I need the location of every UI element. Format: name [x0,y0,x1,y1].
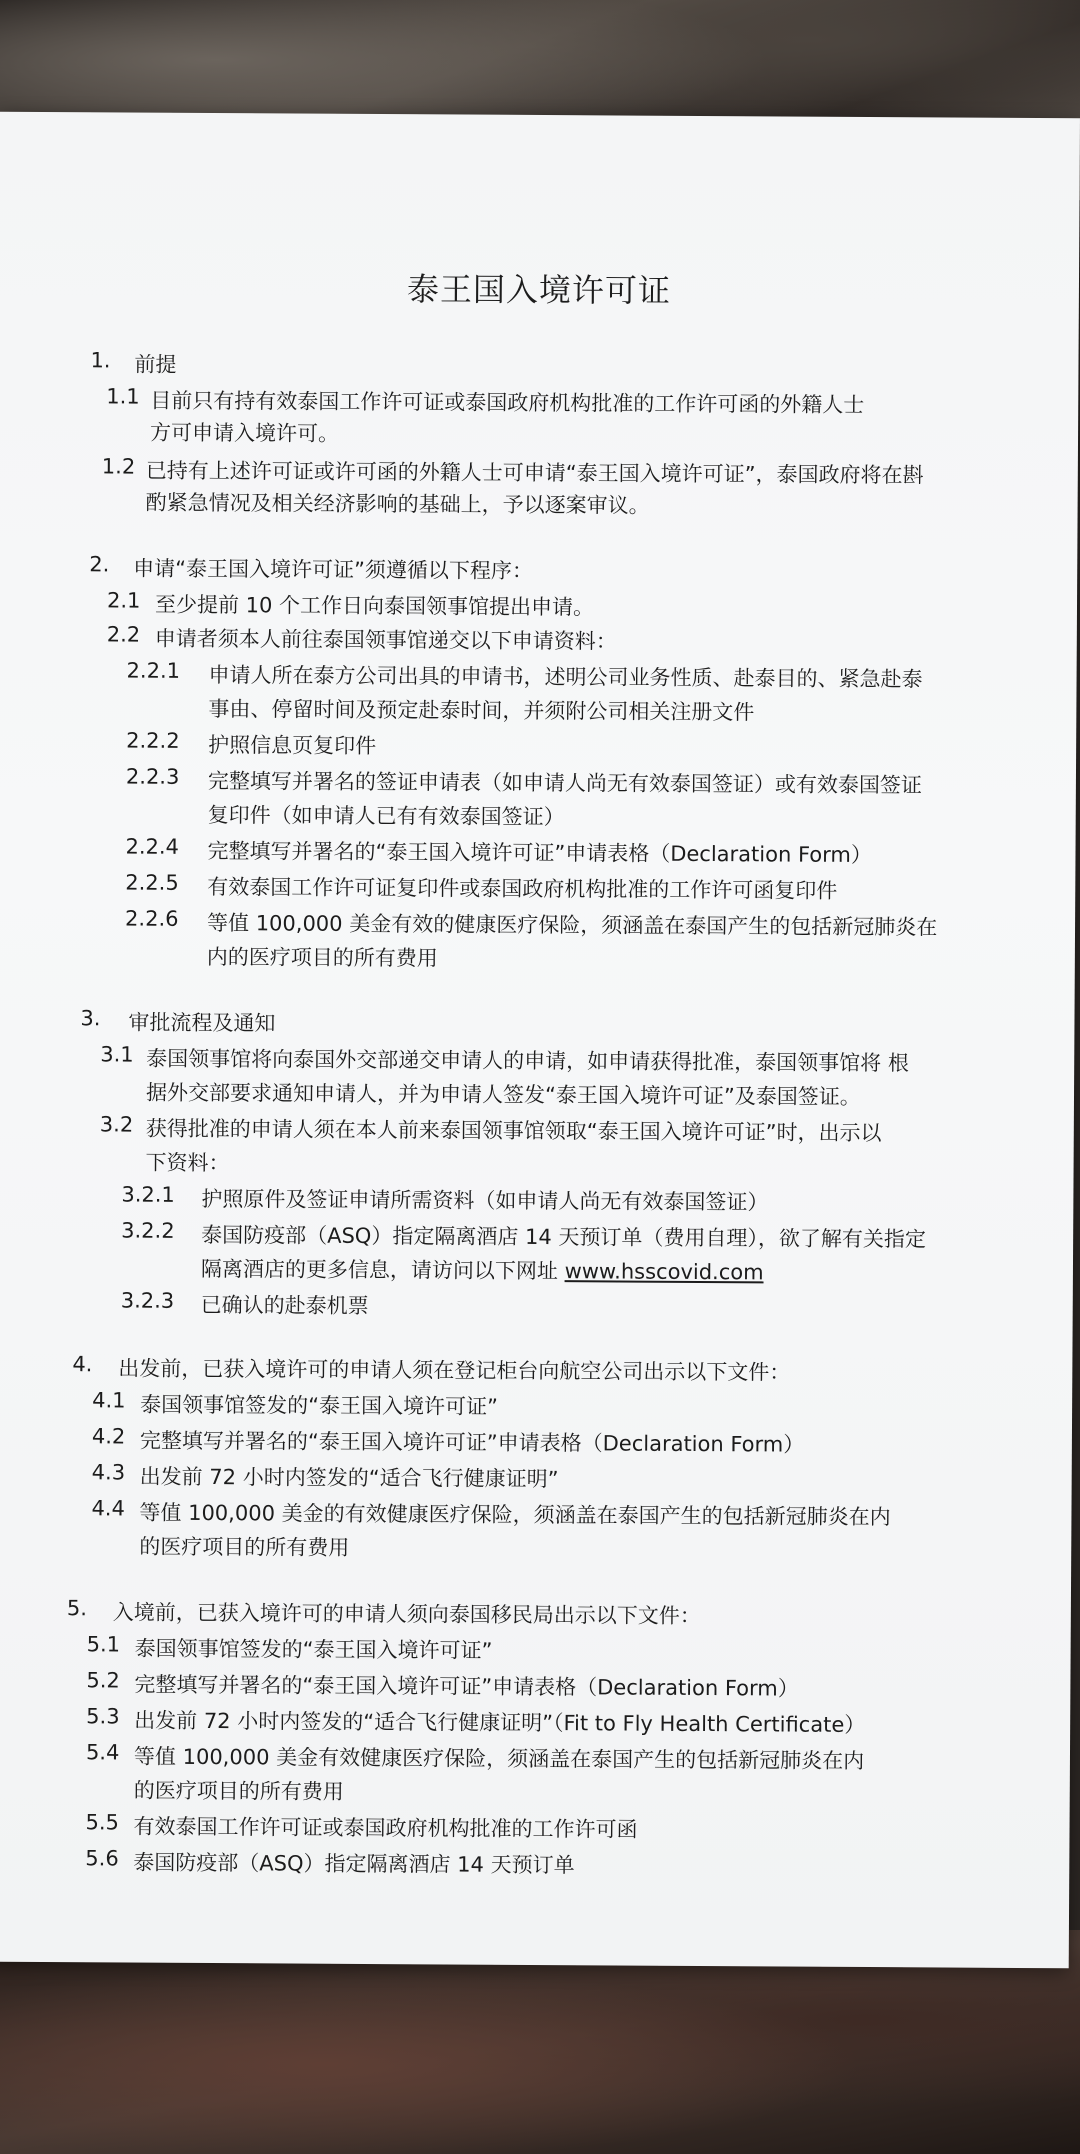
section-2-number: 2. [89,552,110,577]
paper-sheet [0,112,1080,1969]
item-5-5-number: 5.5 [85,1810,120,1835]
item-5-6-line-1: 泰国防疫部（ASQ）指定隔离酒店 14 天预订单 [133,1850,575,1878]
item-1-1-line-1: 目前只有持有效泰国工作许可证或泰国政府机构批准的工作许可函的外籍人士 [150,388,865,417]
item-3-2-2-line-2 [201,1253,764,1286]
item-2-2-2-number: 2.2.2 [126,728,180,753]
item-5-3-line-1: 出发前 72 小时内签发的“适合飞行健康证明”（Fit to Fly Health Certificate） [134,1708,866,1738]
item-1-2-line-1: 已持有上述许可证或许可函的外籍人士可申请“泰王国入境许可证”，泰国政府将在斟 [145,458,924,488]
section-4-heading: 出发前，已获入境许可的申请人须在登记柜台向航空公司出示以下文件： [118,1356,791,1385]
item-1-1-number: 1.1 [106,384,140,409]
item-1-2-line-2: 酌紧急情况及相关经济影响的基础上，予以逐案审议。 [145,490,650,518]
section-3-number: 3. [80,1006,101,1031]
item-2-2-1-line-2: 事由、停留时间及预定赴泰时间，并须附公司相关注册文件 [208,696,755,725]
item-3-1-number: 3.1 [100,1042,134,1067]
item-5-1-number: 5.1 [86,1632,121,1657]
item-4-4-line-1: 等值 100,000 美金的有效健康医疗保险，须涵盖在泰国产生的包括新冠肺炎在内 [139,1500,891,1530]
item-4-4-number: 4.4 [91,1496,125,1521]
item-3-2-3-number: 3.2.3 [120,1288,175,1313]
item-2-2-6-line-1: 等值 100,000 美金有效的健康医疗保险，须涵盖在泰国产生的包括新冠肺炎在 [206,910,938,940]
item-5-4-line-2: 的医疗项目的所有费用 [133,1778,344,1804]
section-5-number: 5. [66,1596,87,1621]
item-4-4-line-2: 的医疗项目的所有费用 [139,1534,350,1560]
item-2-2-3-number: 2.2.3 [125,764,180,789]
item-3-2-line-1: 获得批准的申请人须在本人前来泰国领事馆领取“泰王国入境许可证”时，出示以 [145,1116,882,1146]
item-2-2-5-line-1: 有效泰国工作许可证复印件或泰国政府机构批准的工作许可函复印件 [207,874,838,903]
section-4-number: 4. [72,1352,93,1377]
item-2-2-3-line-1: 完整填写并署名的签证申请表（如申请人尚无有效泰国签证）或有效泰国签证 [207,768,922,798]
item-4-3-line-1: 出发前 72 小时内签发的“适合飞行健康证明” [139,1464,559,1492]
item-3-2-3-line-1: 已确认的赴泰机票 [200,1292,369,1318]
section-2-heading: 申请“泰王国入境许可证”须遵循以下程序： [133,556,534,583]
item-3-2-2-line-2-text: 隔离酒店的更多信息，请访问以下网址 [200,1256,559,1284]
section-1-number: 1. [90,348,111,373]
item-5-3-number: 5.3 [86,1704,120,1729]
section-1-heading: 前提 [134,352,177,377]
item-1-1-line-2: 方可申请入境许可。 [149,420,340,446]
item-2-2-1-number: 2.2.1 [126,658,181,683]
item-2-2-2-line-1: 护照信息页复印件 [208,732,377,759]
item-4-2-number: 4.2 [91,1424,126,1449]
document-title: 泰王国入境许可证 [406,270,672,310]
item-5-2-line-1: 完整填写并署名的“泰王国入境许可证”申请表格（Declaration Form） [134,1672,799,1701]
hsscovid-link[interactable]: www.hsscovid.com [564,1259,764,1285]
item-2-2-5-number: 2.2.5 [125,870,179,895]
item-4-1-line-1: 泰国领事馆签发的“泰王国入境许可证” [140,1392,498,1419]
item-5-6-number: 5.6 [85,1846,119,1871]
item-2-2-4-number: 2.2.4 [125,834,180,859]
item-5-1-line-1: 泰国领事馆签发的“泰王国入境许可证” [134,1636,493,1663]
item-2-1-line-1: 至少提前 10 个工作日向泰国领事馆提出申请。 [154,592,595,620]
section-5-heading: 入境前，已获入境许可的申请人须向泰国移民局出示以下文件： [112,1600,701,1629]
item-1-2-number: 1.2 [101,454,136,479]
item-4-1-number: 4.1 [92,1388,126,1413]
item-3-2-2-number: 3.2.2 [121,1218,175,1243]
item-2-2-6-line-2: 内的医疗项目的所有费用 [206,944,438,971]
item-4-3-number: 4.3 [91,1460,126,1485]
item-2-2-line-1: 申请者须本人前往泰国领事馆递交以下申请资料： [154,626,617,654]
item-3-1-line-2: 据外交部要求通知申请人，并为申请人签发“泰王国入境许可证”及泰国签证。 [145,1080,861,1109]
document [0,112,1080,1969]
item-5-4-line-1: 等值 100,000 美金有效健康医疗保险，须涵盖在泰国产生的包括新冠肺炎在内 [133,1744,865,1774]
item-3-2-line-2: 下资料： [145,1150,230,1176]
item-2-2-1-line-1: 申请人所在泰方公司出具的申请书，述明公司业务性质、赴泰目的、紧急赴泰 [208,662,923,692]
item-5-4-number: 5.4 [85,1740,120,1765]
item-2-1-number: 2.1 [106,588,141,613]
item-2-2-4-line-1: 完整填写并署名的“泰王国入境许可证”申请表格（Declaration Form） [207,838,872,868]
item-3-2-1-number: 3.2.1 [121,1182,175,1207]
item-3-2-1-line-1: 护照原件及签证申请所需资料（如申请人尚无有效泰国签证） [201,1186,769,1215]
item-2-2-number: 2.2 [106,622,141,647]
item-5-5-line-1: 有效泰国工作许可证或泰国政府机构批准的工作许可函 [133,1814,638,1842]
section-3-heading: 审批流程及通知 [128,1010,276,1036]
item-3-2-number: 3.2 [99,1112,134,1137]
item-2-2-3-line-2: 复印件（如申请人已有有效泰国签证） [207,802,565,830]
item-3-2-2-line-1: 泰国防疫部（ASQ）指定隔离酒店 14 天预订单（费用自理），欲了解有关指定 [201,1222,927,1252]
item-5-2-number: 5.2 [86,1668,120,1693]
item-3-1-line-1: 泰国领事馆将向泰国外交部递交申请人的申请，如申请获得批准，泰国领事馆将 根 [146,1046,909,1076]
item-2-2-6-number: 2.2.6 [125,906,179,931]
item-4-2-line-1: 完整填写并署名的“泰王国入境许可证”申请表格（Declaration Form） [139,1428,805,1457]
